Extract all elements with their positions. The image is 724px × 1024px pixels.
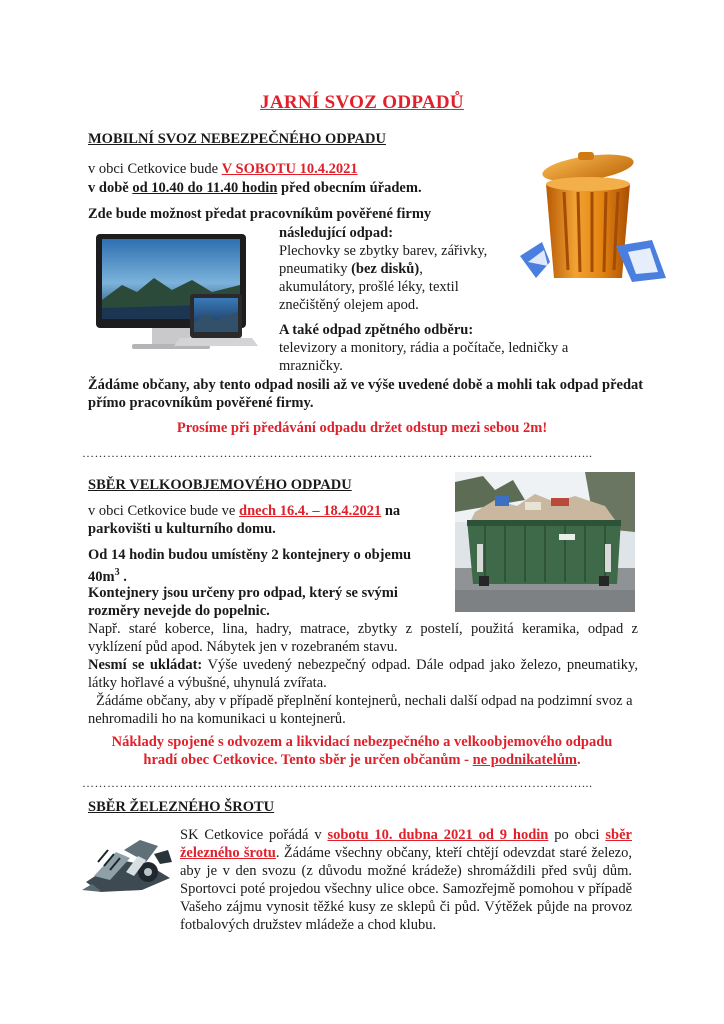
bulky-examples: Např. staré koberce, lina, hadry, matrace, zbytky z postelí, použitá keramika, odpad z vyklízení půd apod. Nábytek jen v rozebraném stavu. xyxy=(88,621,638,655)
take-back-heading: A také odpad zpětného odběru: xyxy=(279,322,474,338)
computer-monitor-image xyxy=(92,230,272,360)
waste-list-item: znečištěný olejem apod. xyxy=(279,297,419,313)
handover-subtitle: následující odpad: xyxy=(279,225,394,241)
collection-time-line: v době od 10.40 do 11.40 hodin před obecním úřadem. xyxy=(88,180,422,196)
scrap-paragraph-main: SK Cetkovice pořádá v sobotu 10. dubna 2021 od 9 hodin po obci sběr železného šrotu. Žádáme všechny občany, kteří chtějí odevzdat staré železo, aby je v den svozu (z důvodu možné krádeže) shromáždili před svůj dům. Sportovci poté projedou všechny ulice obce. Samozřejmě pomohou v případě Vašeho zájmu vynosit těžké kusy ze sklepů či půd. Výtěžek půjde na provoz fotbalových družstev mládeže a chod klubu. xyxy=(180,827,632,933)
dotted-separator: …………………………………………………………………………………………………………... xyxy=(82,446,593,460)
costs-notice-line1: Náklady spojené s odvozem a likvidací nebezpečného a velkoobjemového odpadu xyxy=(111,734,613,750)
overflow-request: Žádáme občany, aby v případě přeplnění kontejnerů, nechali další odpad na podzimní svoz a nehromadili ho na komunikaci u kontejnerů. xyxy=(88,693,633,727)
bulky-date-line: v obci Cetkovice bude ve dnech 16.4. – 18.4.2021 na xyxy=(88,503,401,519)
containers-info: Od 14 hodin budou umístěny 2 kontejnery o objemu xyxy=(88,547,412,563)
container-photo xyxy=(455,472,635,612)
forbidden-items: Nesmí se ukládat: Výše uvedený nebezpečný odpad. Dále odpad jako železo, pneumatiky, látky hořlavé a výbušné, uhynulá zvířata. xyxy=(88,657,638,691)
waste-list-item: Plechovky se zbytky barev, zářivky, xyxy=(279,243,488,259)
costs-notice-line2: hradí obec Cetkovice. Tento sběr je určen občanům - ne podnikatelům. xyxy=(143,752,581,768)
take-back-items: televizory a monitory, rádia a počítače, ledničky a xyxy=(279,340,569,356)
page-title: JARNÍ SVOZ ODPADŮ xyxy=(260,92,464,113)
section-heading-bulky: SBĚR VELKOOBJEMOVÉHO ODPADU xyxy=(88,477,352,493)
section-heading-hazardous: MOBILNÍ SVOZ NEBEZPEČNÉHO ODPADU xyxy=(88,131,386,147)
scrap-date: sobotu 10. dubna 2021 od 9 hodin xyxy=(327,827,549,843)
collection-date-line: v obci Cetkovice bude V SOBOTU 10.4.2021 xyxy=(88,161,358,177)
bulky-location: parkovišti u kulturního domu. xyxy=(88,521,276,537)
waste-list-item: akumulátory, prošlé léky, textil xyxy=(279,279,459,295)
handover-intro: Zde bude možnost předat pracovníkům pověřené firmy xyxy=(88,206,432,222)
collection-date: V SOBOTU 10.4.2021 xyxy=(221,161,358,177)
collection-time: od 10.40 do 11.40 hodin xyxy=(132,180,278,196)
containers-volume: $40m^3$ . xyxy=(88,567,127,585)
request-paragraph: Žádáme občany, aby tento odpad nosili až ve výše uvedené době a mohli tak odpad předat přímo pracovníkům pověřené firmy. xyxy=(88,377,644,411)
scrap-collection: sběr železného šrotu xyxy=(180,827,632,861)
waste-list-item: pneumatiky (bez disků), xyxy=(279,261,423,277)
containers-purpose: Kontejnery jsou určeny pro odpad, který se svými rozměry nevejde do popelnic. xyxy=(88,585,398,619)
distance-notice: Prosíme při předávání odpadu držet odstup mezi sebou 2m! xyxy=(176,420,548,436)
trash-can-image xyxy=(520,150,670,290)
bulky-dates: dnech 16.4. – 18.4.2021 xyxy=(239,503,382,519)
take-back-items: mrazničky. xyxy=(279,358,343,374)
scrap-metal-image xyxy=(80,832,176,896)
section-heading-scrap: SBĚR ŽELEZNÉHO ŠROTU xyxy=(88,799,275,815)
dotted-separator: …………………………………………………………………………………………………………... xyxy=(82,776,593,790)
